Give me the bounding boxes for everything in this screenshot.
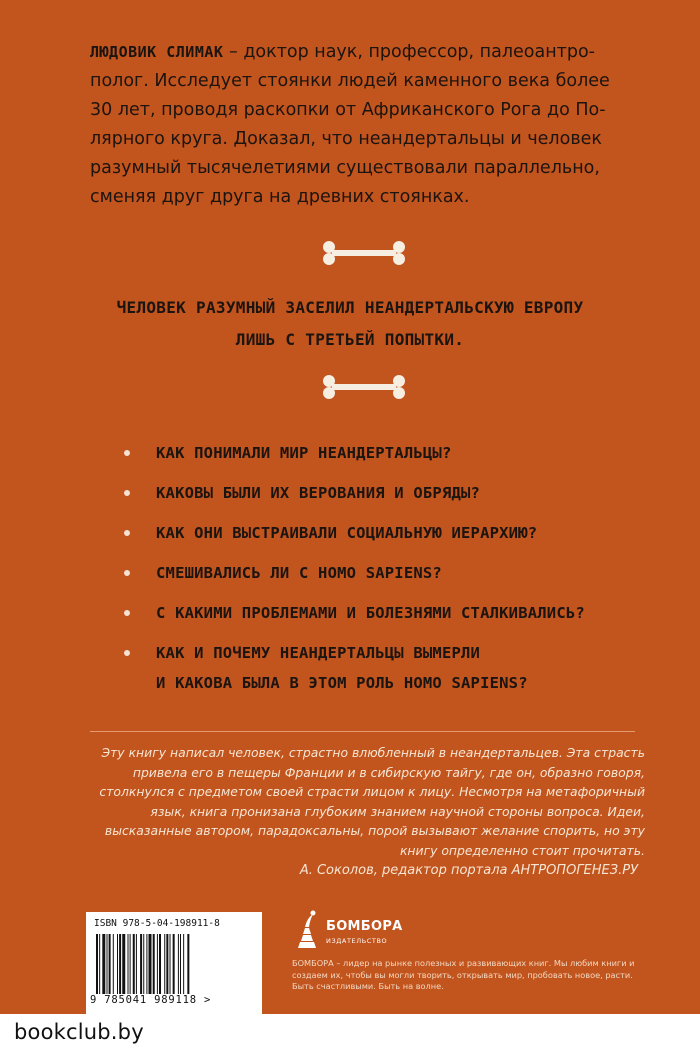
- bullet-icon: [124, 570, 130, 576]
- review-quote: Эту книгу написал человек, страстно влюбленный в неандертальцев. Эта страсть привела его в пещеры Франции и в сибирскую тайгу, где он, образно говоря, столкнулся с предметом своей страсти лицом к лицу. Несмотря на метафоричный язык, книга пронизана глубоким знанием научной стороны вопроса. Идеи, высказанные автором, парадоксальны, порой вызывают желание спорить, но эту книгу определенно стоит прочитать.: [99, 745, 645, 858]
- author-name: ЛЮДОВИК СЛИМАК: [90, 43, 224, 61]
- author-bio: [90, 38, 635, 212]
- question-text: КАК И ПОЧЕМУ НЕАНДЕРТАЛЬЦЫ ВЫМЕРЛИ: [156, 644, 481, 662]
- review-portal: АНТРОПОГЕНЕЗ.РУ: [511, 863, 638, 878]
- question-text: КАК ПОНИМАЛИ МИР НЕАНДЕРТАЛЬЦЫ?: [156, 444, 452, 462]
- publisher-blurb: БОМБОРА – лидер на рынке полезных и развивающих книг. Мы любим книги и создаем их, чтобы вы могли творить, открывать мир, пробовать новое, расти. Быть счастливыми. Быть на волне.: [292, 958, 635, 991]
- bone-divider-icon: [318, 374, 410, 400]
- bullet-icon: [124, 610, 130, 616]
- bullet-icon: [124, 530, 130, 536]
- question-text: КАКОВЫ БЫЛИ ИХ ВЕРОВАНИЯ И ОБРЯДЫ?: [156, 484, 481, 502]
- ean-digits: 9 785041 989118 >: [90, 994, 212, 1006]
- author-bio-text: – доктор наук, профессор, палеоантрополог. Исследует стоянки людей каменного века более 30 лет, проводя раскопки от Африканского Рога до Полярного круга. Доказал, что неандертальцы и человек разумный тысячелетиями существовали параллельно, сменяя друг друга на древних стоянках.: [90, 42, 610, 207]
- tagline-line-1: ЧЕЛОВЕК РАЗУМНЫЙ ЗАСЕЛИЛ НЕАНДЕРТАЛЬСКУЮ ЕВРОПУ: [116, 298, 584, 317]
- question-item: [130, 478, 650, 508]
- barcode-icon: [94, 934, 254, 994]
- publisher-logo-icon: [292, 908, 322, 952]
- bullet-icon: [124, 490, 130, 496]
- publisher-name: БОМБОРА: [326, 919, 403, 934]
- tagline: [60, 292, 640, 356]
- site-name: bookclub.by: [14, 1020, 144, 1044]
- publisher-subtitle: ИЗДАТЕЛЬСТВО: [326, 937, 388, 945]
- question-item: [130, 598, 650, 628]
- bullet-icon: [124, 450, 130, 456]
- review-author: А. Соколов, редактор портала: [299, 863, 512, 878]
- question-text: КАК ОНИ ВЫСТРАИВАЛИ СОЦИАЛЬНУЮ ИЕРАРХИЮ?: [156, 524, 538, 542]
- question-item: [130, 558, 650, 588]
- question-text: СМЕШИВАЛИСЬ ЛИ С HOMO SAPIENS?: [156, 564, 442, 582]
- question-text: С КАКИМИ ПРОБЛЕМАМИ И БОЛЕЗНЯМИ СТАЛКИВАЛИСЬ?: [156, 604, 585, 622]
- question-item: [130, 638, 650, 698]
- isbn-label: ISBN 978-5-04-198911-8: [94, 918, 220, 929]
- barcode-box: [86, 912, 262, 1016]
- question-list: [130, 438, 650, 708]
- section-divider: [90, 731, 635, 732]
- question-text-continued: И КАКОВА БЫЛА В ЭТОМ РОЛЬ HOMO SAPIENS?: [156, 674, 528, 692]
- site-footer: [0, 1014, 700, 1056]
- question-item: [130, 518, 650, 548]
- question-item: [130, 438, 650, 468]
- bone-divider-icon: [318, 240, 410, 266]
- review-source: [300, 863, 638, 878]
- tagline-line-2: ЛИШЬ С ТРЕТЬЕЙ ПОПЫТКИ.: [235, 330, 465, 349]
- bullet-icon: [124, 650, 130, 656]
